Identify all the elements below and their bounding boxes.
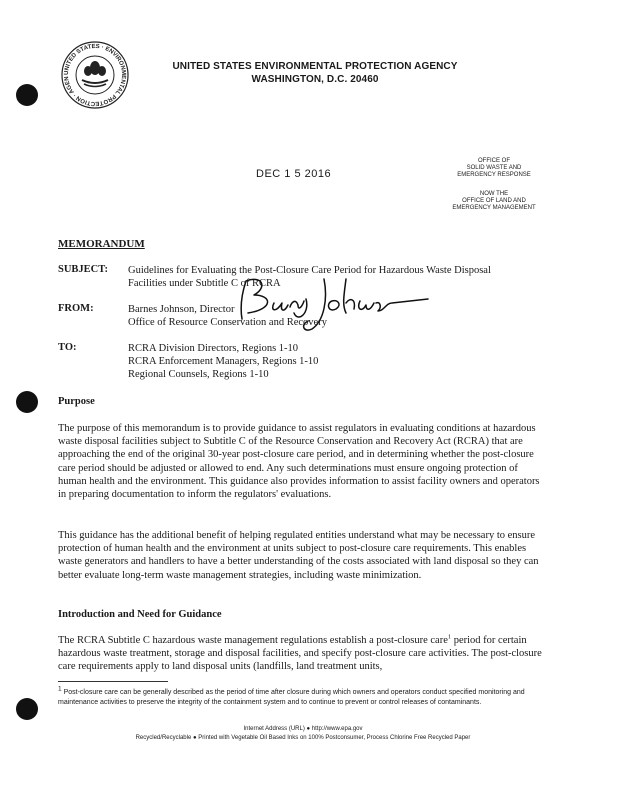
purpose-paragraph-1: The purpose of this memorandum is to provide guidance to assist regulators in evaluating conditions at hazardous waste disposal facilities subject to Subtitle C of the Resource Conservation and Recovery Act (RCRA) that are approaching the end of the original 30-year post-closure care period, and in determining whether the post-closure care period should be adjusted or allowed to end. Any such determinations must ensure ongoing protection of human health and the environment. This guidance also provides information to assist facility owners and operators in preparing documentation to inform the regulators' evaluations.: [58, 423, 540, 501]
subject-line: Facilities under Subtitle C of RCRA: [128, 278, 281, 289]
footnote: [58, 685, 548, 707]
handwritten-signature: [228, 273, 448, 343]
from-line: Barnes Johnson, Director: [128, 304, 235, 315]
from-line: Office of Resource Conservation and Recovery: [128, 317, 327, 328]
footnote-reference: 1: [447, 633, 452, 641]
punch-hole-top: [16, 84, 38, 106]
seal-text: UNITED STATES · ENVIRONMENTAL PROTECTION · AGEN: [63, 43, 127, 107]
footnote-text: Post-closure care can be generally described as the period of time after closure during which owners and operators conduct specified monitoring and maintenance activities to preserve the integrity of the containment system and to continue to prevent or control releases of contaminants.: [58, 689, 525, 706]
agency-address: WASHINGTON, D.C. 20460: [251, 74, 379, 85]
subject-line: Guidelines for Evaluating the Post-Closure Care Period for Hazardous Waste Disposal: [128, 265, 491, 276]
footer-url: Internet Address (URL) ● http://www.epa.gov: [243, 726, 363, 732]
punch-hole-middle: [16, 391, 38, 413]
intro-text-rest: period for certain hazardous waste treatment, storage and disposal facilities, and specify post-closure care activities. The post-closure care requirements apply to land disposal units (landfills, land treatment units,: [58, 635, 542, 673]
purpose-heading: Purpose: [58, 396, 95, 407]
footer-recycled: Recycled/Recyclable ● Printed with Vegetable Oil Based Inks on 100% Postconsumer, Process Chlorine Free Recycled Paper: [135, 735, 471, 741]
to-label: TO:: [58, 342, 77, 353]
office-line: SOLID WASTE AND: [466, 165, 522, 171]
office-line: OFFICE OF LAND AND: [462, 198, 526, 204]
intro-paragraph-1: [58, 634, 548, 674]
agency-header: [150, 60, 480, 86]
intro-text-start: The RCRA Subtitle C hazardous waste management regulations establish a post-closure care: [58, 635, 448, 646]
date-stamp: DEC 1 5 2016: [256, 168, 332, 180]
footnote-divider: [58, 681, 168, 682]
office-line: EMERGENCY MANAGEMENT: [452, 205, 536, 211]
purpose-paragraph-2: This guidance has the additional benefit of helping regulated entities understand what may be necessary to ensure protection of human health and the environment at units subject to post-closure care requirements. This enables waste generators and handlers to have a better understanding of the costs associated with land disposal so they can better evaluate long-term waste management strategies, including waste minimization.: [58, 530, 539, 581]
to-value: [128, 342, 548, 381]
agency-name: UNITED STATES ENVIRONMENTAL PROTECTION AGENCY: [172, 61, 458, 72]
office-line: EMERGENCY RESPONSE: [457, 172, 531, 178]
intro-heading: Introduction and Need for Guidance: [58, 609, 222, 620]
memo-title: MEMORANDUM: [58, 238, 145, 250]
footnote-marker: 1: [58, 685, 62, 693]
from-label: FROM:: [58, 303, 94, 314]
office-line: NOW THE: [479, 191, 509, 197]
punch-hole-bottom: [16, 698, 38, 720]
epa-seal-logo: [60, 40, 130, 110]
office-line: OFFICE OF: [478, 158, 510, 164]
to-line: RCRA Enforcement Managers, Regions 1-10: [128, 356, 319, 367]
office-block: [440, 158, 548, 212]
to-line: RCRA Division Directors, Regions 1-10: [128, 343, 299, 354]
to-line: Regional Counsels, Regions 1-10: [128, 369, 269, 380]
subject-label: SUBJECT:: [58, 264, 108, 275]
